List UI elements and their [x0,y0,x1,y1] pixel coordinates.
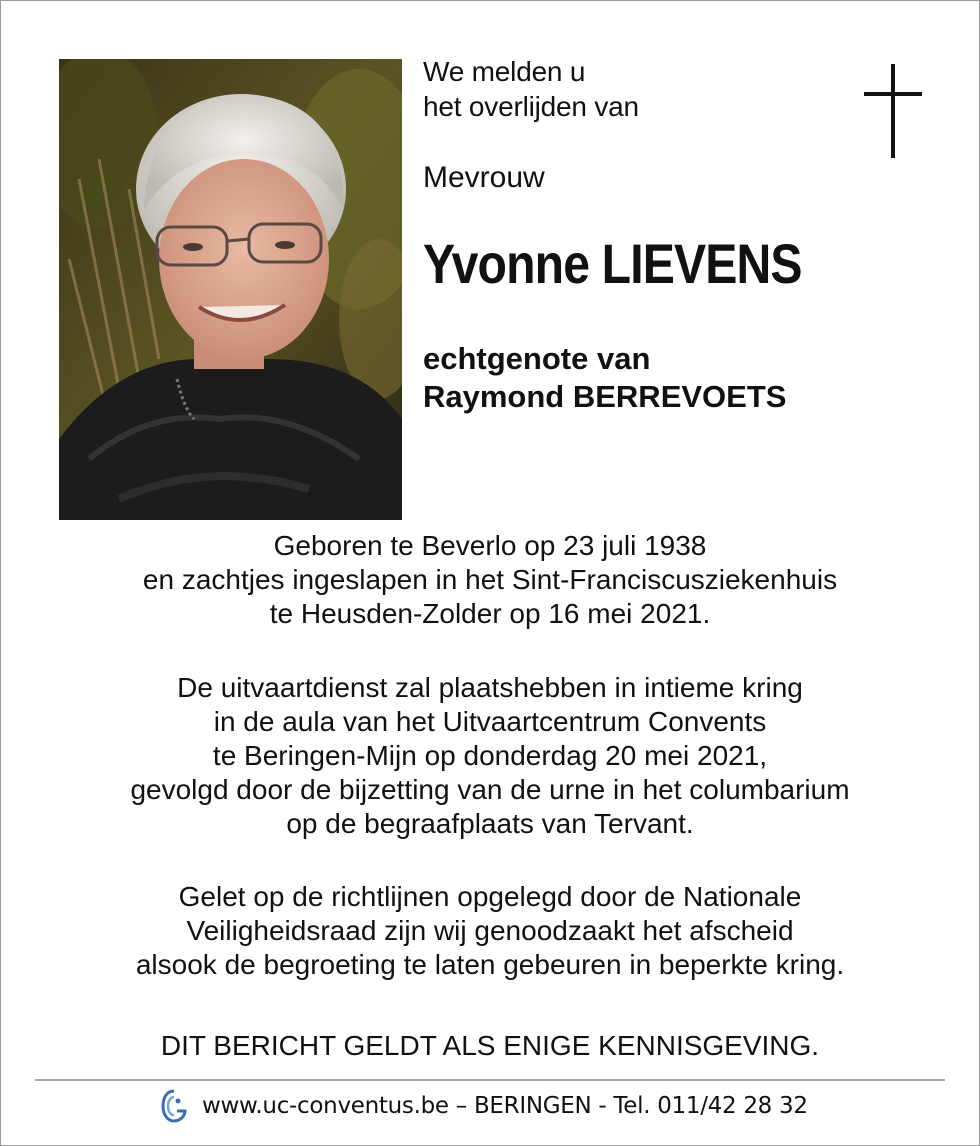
spouse-block [423,340,786,416]
birth-death-line: te Heusden-Zolder op 16 mei 2021. [269,598,711,629]
funeral-line: te Beringen-Mijn op donderdag 20 mei 2021, [212,740,768,771]
funeral-paragraph [0,671,980,841]
birth-death-line: en zachtjes ingeslapen in het Sint-Franciscusziekenhuis [142,564,838,595]
announcement-intro [423,54,639,124]
covid-line: Veiligheidsraad zijn wij genoodzaakt het afscheid [186,915,794,946]
spouse-line-2: Raymond BERREVOETS [423,379,787,414]
deceased-name: Yvonne LIEVENS [423,232,802,295]
funeral-line: op de begraafplaats van Tervant. [286,808,694,839]
birth-death-line: Geboren te Beverlo op 23 juli 1938 [273,530,707,561]
footer [160,1088,808,1124]
footer-contact-text: www.uc-conventus.be – BERINGEN - Tel. 011/42 28 32 [202,1093,808,1119]
footer-divider [35,1079,945,1081]
covid-line: Gelet op de richtlijnen opgelegd door de Nationale [178,881,802,912]
portrait-photo [59,59,402,520]
funeral-line: De uitvaartdienst zal plaatshebben in intieme kring [177,672,803,703]
notice-line: DIT BERICHT GELDT ALS ENIGE KENNISGEVING. [160,1030,820,1061]
cross-icon [864,64,922,158]
intro-line-1: We melden u [423,56,586,87]
spouse-line-1: echtgenote van [423,341,651,376]
funeral-line: gevolgd door de bijzetting van de urne in het columbarium [130,774,850,805]
covid-line: alsook de begroeting te laten gebeuren in beperkte kring. [135,949,845,980]
covid-paragraph [0,880,980,982]
funeral-line: in de aula van het Uitvaartcentrum Convents [213,706,767,737]
intro-line-2: het overlijden van [423,91,639,122]
birth-death-paragraph [0,529,980,631]
funeral-home-logo-icon [160,1089,188,1123]
official-notice [0,1029,980,1063]
honorific: Mevrouw [423,161,545,194]
